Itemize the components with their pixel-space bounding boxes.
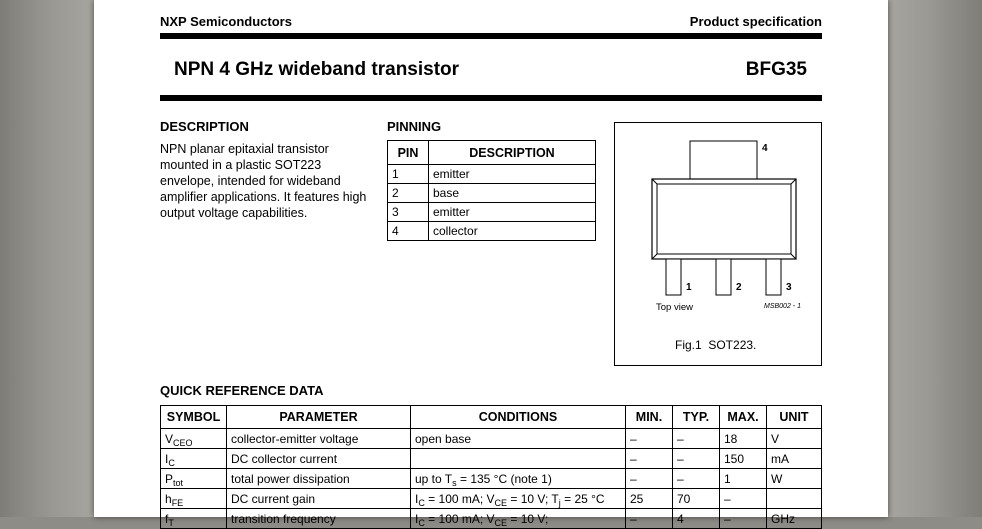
pinning-row	[388, 165, 596, 184]
typ-column-header: TYP.	[673, 406, 720, 429]
document-type: Product specification	[689, 14, 822, 29]
typ-cell: –	[673, 449, 720, 469]
symbol-cell: $V_{CEO}$	[161, 429, 227, 449]
min-column-header: MIN.	[626, 406, 673, 429]
parameter-cell: transition frequency	[227, 509, 411, 529]
figure-box	[614, 122, 822, 366]
typ-cell: 4	[673, 509, 720, 529]
drawing-code: MSB002 - 1	[764, 303, 801, 310]
part-number: BFG35	[745, 59, 807, 80]
quick-reference-row	[161, 489, 822, 509]
parameter-cell: DC current gain	[227, 489, 411, 509]
max-cell: 150	[720, 449, 767, 469]
pin-description: collector	[429, 222, 596, 241]
pin-number: 2	[388, 184, 429, 203]
document-page	[94, 0, 888, 528]
unit-cell	[767, 489, 822, 509]
pinning-table	[387, 140, 596, 241]
parameter-column-header: PARAMETER	[227, 406, 411, 429]
pin-lead-2	[716, 259, 731, 295]
max-cell: 1	[720, 469, 767, 489]
conditions-cell: $I_C = 100$ mA; $V_{CE} = 10$ V; $T_j = 25$ °C	[411, 489, 626, 509]
quick-reference-row	[161, 509, 822, 529]
pin-label-3: 3	[786, 282, 792, 293]
pin-lead-3	[766, 259, 781, 295]
package-body	[652, 179, 796, 259]
typ-cell: 70	[673, 489, 720, 509]
viewer-background-right	[888, 0, 982, 517]
conditions-cell	[411, 449, 626, 469]
parameter-cell: total power dissipation	[227, 469, 411, 489]
product-title: NPN 4 GHz wideband transistor	[174, 59, 460, 80]
min-cell: 25	[626, 489, 673, 509]
company-name: NXP Semiconductors	[160, 14, 292, 29]
max-cell: 18	[720, 429, 767, 449]
pinning-header-row	[388, 141, 596, 165]
pin-number: 1	[388, 165, 429, 184]
min-cell: –	[626, 469, 673, 489]
description-column-header: DESCRIPTION	[429, 141, 596, 165]
typ-cell: –	[673, 429, 720, 449]
unit-cell: mA	[767, 449, 822, 469]
min-cell: –	[626, 509, 673, 529]
symbol-column-header: SYMBOL	[161, 406, 227, 429]
header-rule	[160, 33, 822, 39]
conditions-cell: open base	[411, 429, 626, 449]
pin-label-1: 1	[686, 282, 692, 293]
collector-tab	[690, 141, 757, 179]
description-text: NPN planar epitaxial transistor mounted in a plastic SOT223 envelope, intended for wideband amplifier applications. It features high output voltage capabilities.	[160, 142, 367, 220]
pin-description: emitter	[429, 203, 596, 222]
symbol-cell: $P_{tot}$	[161, 469, 227, 489]
pin-column-header: PIN	[388, 141, 429, 165]
max-column-header: MAX.	[720, 406, 767, 429]
symbol-cell: $I_C$	[161, 449, 227, 469]
unit-column-header: UNIT	[767, 406, 822, 429]
description-heading: DESCRIPTION	[160, 119, 249, 134]
quick-reference-row	[161, 429, 822, 449]
viewer-background-left	[0, 0, 94, 517]
quick-reference-row	[161, 469, 822, 489]
pin-lead-1	[666, 259, 681, 295]
pinning-row	[388, 203, 596, 222]
min-cell: –	[626, 429, 673, 449]
pinning-row	[388, 184, 596, 203]
typ-cell: –	[673, 469, 720, 489]
quick-reference-heading: QUICK REFERENCE DATA	[160, 383, 324, 398]
conditions-column-header: CONDITIONS	[411, 406, 626, 429]
symbol-cell: $h_{FE}$	[161, 489, 227, 509]
conditions-cell: up to $T_s = 135$ °C (note 1)	[411, 469, 626, 489]
pinning-heading: PINNING	[387, 119, 442, 134]
quick-reference-body	[161, 429, 822, 529]
conditions-cell: $I_C = 100$ mA; $V_{CE} = 10$ V;	[411, 509, 626, 529]
quick-reference-table	[160, 405, 822, 529]
max-cell: –	[720, 509, 767, 529]
quick-reference-row	[161, 449, 822, 469]
pinning-row	[388, 222, 596, 241]
figure-caption: Fig.1 SOT223.	[675, 338, 757, 352]
pin-number: 4	[388, 222, 429, 241]
pin-description: base	[429, 184, 596, 203]
unit-cell: V	[767, 429, 822, 449]
parameter-cell: DC collector current	[227, 449, 411, 469]
title-rule	[160, 95, 822, 101]
max-cell: –	[720, 489, 767, 509]
pin-label-2: 2	[736, 282, 742, 293]
pin-number: 3	[388, 203, 429, 222]
top-view-label: Top view	[656, 302, 693, 313]
parameter-cell: collector-emitter voltage	[227, 429, 411, 449]
unit-cell: GHz	[767, 509, 822, 529]
pin-description: emitter	[429, 165, 596, 184]
quick-reference-header-row	[161, 406, 822, 429]
sot223-outline-drawing	[615, 123, 821, 365]
symbol-cell: $f_T$	[161, 509, 227, 529]
pin-label-4: 4	[762, 143, 768, 154]
min-cell: –	[626, 449, 673, 469]
unit-cell: W	[767, 469, 822, 489]
